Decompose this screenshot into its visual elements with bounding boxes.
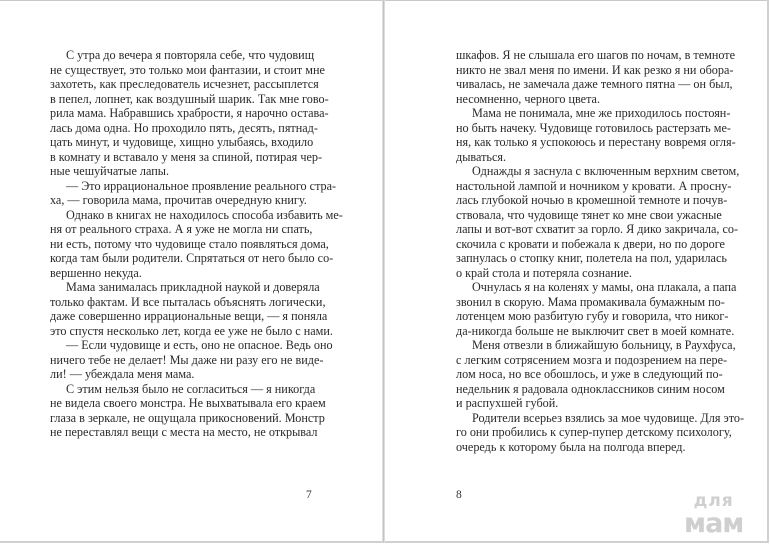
paragraph	[456, 280, 737, 338]
text-line: ня от реального страха. А я уже не могла ни спать,	[50, 222, 313, 236]
text-line: только фактам. И все пыталась объяснять логически,	[50, 294, 326, 309]
right-page-text	[456, 48, 745, 454]
text-line: ствовала, что чудовище тянет ко мне свои ужасные	[456, 207, 722, 222]
page-border-right	[767, 0, 769, 543]
text-line: с легким сотрясением мозга и подозрением на пере-	[456, 352, 728, 367]
text-line: С утра до вечера я повторяла себе, что чудовищ	[66, 48, 315, 62]
text-line: в пепел, лопнет, как воздушный шарик. Так мне гово-	[50, 91, 329, 106]
text-line: С этим нельзя было не согласиться — я никогда	[66, 381, 316, 396]
text-line: недельник я радовала одноклассников синим носом	[456, 381, 725, 396]
text-line: шкафов. Я не слышала его шагов по ночам, в темноте	[456, 48, 736, 62]
text-line: чивалась, не замечала даже темного пятна — он был,	[456, 77, 733, 91]
page-number-left: 7	[306, 489, 312, 501]
text-line: захотеть, как преследователь исчезнет, рассыплется	[50, 77, 319, 91]
text-line: Однако в книгах не находилось способа избавить ме-	[66, 207, 343, 222]
paragraph	[456, 48, 736, 106]
text-line: ли! — убеждала меня мама.	[50, 367, 195, 381]
text-line: когда там были родители. Спрятаться от него было со-	[50, 251, 334, 265]
text-line: дываться.	[456, 149, 507, 164]
text-line: лась глубокой ночью в кромешной темноте и почув-	[456, 193, 728, 207]
text-line: не существует, это только мои фантазии, и стоит мне	[50, 62, 325, 77]
text-line: — Если чудовище и есть, оно не опасное. Ведь оно	[66, 338, 333, 352]
paragraph	[456, 106, 736, 164]
text-line: лотенцем мою разбитую губу и говорила, что никог-	[456, 309, 729, 323]
text-line: Очнулась я на коленях у мамы, она плакала, а папа	[472, 280, 737, 294]
text-line: лапы и вот-вот схватит за горло. Я дико закричала, со-	[456, 222, 739, 236]
text-line: ничего тебе не делает! Мы даже ни разу его не виде-	[50, 352, 324, 367]
text-line: рила мама. Набравшись храбрости, я нарочно остава-	[50, 106, 329, 120]
text-line: ха, — говорила мама, прочитав очередную книгу.	[50, 193, 307, 207]
text-line: Меня отвезли в ближайшую больницу, в Раухфуса,	[472, 338, 736, 352]
text-line: глаза в зеркале, не ощущала прикосновений. Монстр	[50, 410, 325, 425]
text-line: скочила с кровати и побежала к двери, но по дороге	[456, 236, 725, 251]
text-line: запнулась о стопку книг, полетела на пол, ударилась	[456, 251, 727, 265]
text-line: в комнату и вставало у меня за спиной, потирая чер-	[50, 149, 323, 164]
text-line: ня, как только я успокоюсь и перестану вовремя огля-	[456, 135, 736, 149]
paragraph	[50, 48, 329, 179]
text-line: ни есть, потому что чудовище стало появляться дома,	[50, 236, 329, 251]
paragraph	[456, 410, 745, 455]
text-line: Однажды я заснула с включенным верхним светом,	[472, 164, 740, 178]
text-line: настольной лампой и ночником у кровати. А просну-	[456, 178, 732, 193]
paragraph	[50, 381, 326, 440]
text-line: лась дома одна. Но проходило пять, десять, пятнад-	[50, 120, 318, 135]
text-line: Мама не понимала, мне же приходилось постоян-	[472, 106, 731, 120]
page-number-right: 8	[456, 489, 462, 501]
left-page-text	[50, 48, 343, 440]
text-line: не видела своего монстра. Не выхватывала его краем	[50, 396, 326, 410]
text-line: вершенно некуда.	[50, 265, 142, 280]
paragraph	[456, 338, 736, 411]
text-line: но быть начеку. Чудовище готовилось растерзать ме-	[456, 120, 731, 135]
paragraph	[456, 164, 740, 280]
text-line: цать минут, и чудовище, хищно улыбаясь, входило	[50, 135, 314, 149]
text-line: лом носа, но все обошлось, и уже в следующий по-	[456, 367, 723, 381]
text-line: очередь к которому была на полгода вперед.	[456, 439, 686, 454]
paragraph	[50, 207, 343, 281]
text-line: несомненно, черного цвета.	[456, 91, 601, 106]
text-line: о край стола и потеряла сознание.	[456, 265, 632, 280]
text-line: го они пробились к супер-пупер детскому психологу,	[456, 425, 732, 439]
text-line: да-никогда больше не выключит свет в моей комнате.	[456, 323, 735, 338]
text-line: даже совершенно иррациональные вещи, — я поняла	[50, 309, 328, 323]
text-line: — Это иррациональное проявление реального стра-	[66, 178, 337, 193]
text-line: ные чешуйчатые лапы.	[50, 164, 169, 178]
text-line: Мама занималась прикладной наукой и доверяла	[66, 280, 320, 294]
text-line: не переставлял вещи с места на место, не открывал	[50, 425, 318, 439]
text-line: это спустя несколько лет, когда ее уже не было с нами.	[50, 323, 333, 338]
text-line: и распухшей губой.	[456, 396, 559, 410]
watermark-line2: мам	[684, 508, 744, 539]
text-line: Родители всерьез взялись за мое чудовище. Для это-	[472, 410, 745, 425]
book-gutter	[382, 0, 385, 543]
text-line: звонил в скорую. Мама промакивала бумажным по-	[456, 294, 725, 309]
paragraph	[50, 178, 337, 208]
paragraph	[50, 280, 333, 338]
watermark-logo	[684, 492, 743, 538]
watermark-line1: для	[693, 491, 734, 511]
paragraph	[50, 338, 333, 382]
text-line: никто не звал меня по имени. И как резко я ни обора-	[456, 62, 734, 77]
